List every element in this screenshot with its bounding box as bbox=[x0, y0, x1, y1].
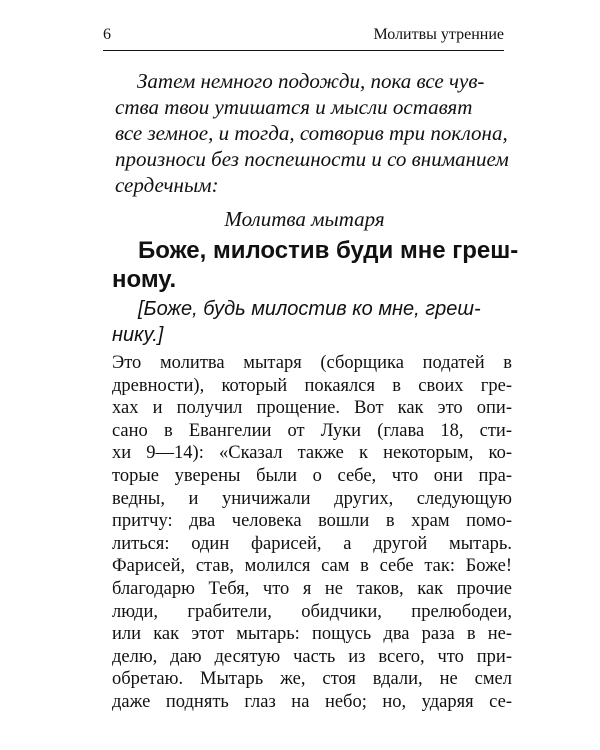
commentary-line: даже поднять глаз на небо; но, ударяя се- bbox=[112, 691, 512, 712]
prayer-line: ному. bbox=[112, 266, 177, 293]
commentary-line: делю, даю десятую часть из всего, что при- bbox=[112, 646, 512, 667]
commentary-line: хи 9—14): «Сказал также к некоторым, ко- bbox=[112, 443, 512, 464]
running-title: Молитвы утренние bbox=[373, 26, 504, 43]
commentary-line: обретаю. Мытарь же, стоя вдали, не смел bbox=[112, 669, 512, 690]
running-header bbox=[103, 26, 504, 48]
commentary-line: торые уверены были о себе, что они пра- bbox=[112, 465, 512, 486]
intro-line: произноси без поспешности и со вниманием bbox=[115, 147, 509, 171]
commentary-paragraph bbox=[112, 352, 512, 714]
commentary-line: благодарю Тебя, что я не таков, как прочие bbox=[112, 578, 512, 599]
translation-line: нику.] bbox=[112, 324, 164, 346]
commentary-line: или как этот мытарь: пощусь два раза в не- bbox=[112, 624, 512, 645]
prayer-line: Боже, милостив буди мне греш- bbox=[138, 237, 519, 264]
prayer-translation bbox=[112, 296, 512, 348]
commentary-line: притчу: два человека вошли в храм помо- bbox=[112, 511, 512, 532]
commentary-line: Это молитва мытаря (сборщика податей в bbox=[112, 353, 512, 373]
prayer-text bbox=[112, 236, 519, 294]
intro-line: сердечным: bbox=[115, 173, 219, 197]
intro-line: все земное, и тогда, сотворив три поклона, bbox=[115, 121, 508, 145]
intro-line: ства твои утишатся и мысли оставят bbox=[115, 95, 473, 119]
commentary-line: ведны, и уничижали других, следующую bbox=[112, 488, 512, 509]
commentary-line: хах и получил прощение. Вот как это опи- bbox=[112, 398, 512, 419]
commentary-line: древности), который покаялся в своих гре- bbox=[112, 375, 512, 396]
commentary-line: люди, грабители, обидчики, прелюбодеи, bbox=[112, 601, 512, 622]
header-rule bbox=[103, 50, 504, 51]
commentary-line: сано в Евангелии от Луки (глава 18, сти- bbox=[112, 420, 512, 441]
translation-line: [Боже, будь милостив ко мне, греш- bbox=[138, 298, 481, 320]
intro-paragraph bbox=[115, 68, 507, 198]
intro-line: Затем немного подожди, пока все чув- bbox=[137, 69, 485, 93]
prayer-title: Молитва мытаря bbox=[224, 207, 385, 231]
commentary-line: литься: один фарисей, а другой мытарь. bbox=[112, 533, 512, 554]
commentary-line: Фарисей, став, молился сам в себе так: Боже! bbox=[112, 556, 512, 577]
page-number: 6 bbox=[103, 26, 111, 43]
